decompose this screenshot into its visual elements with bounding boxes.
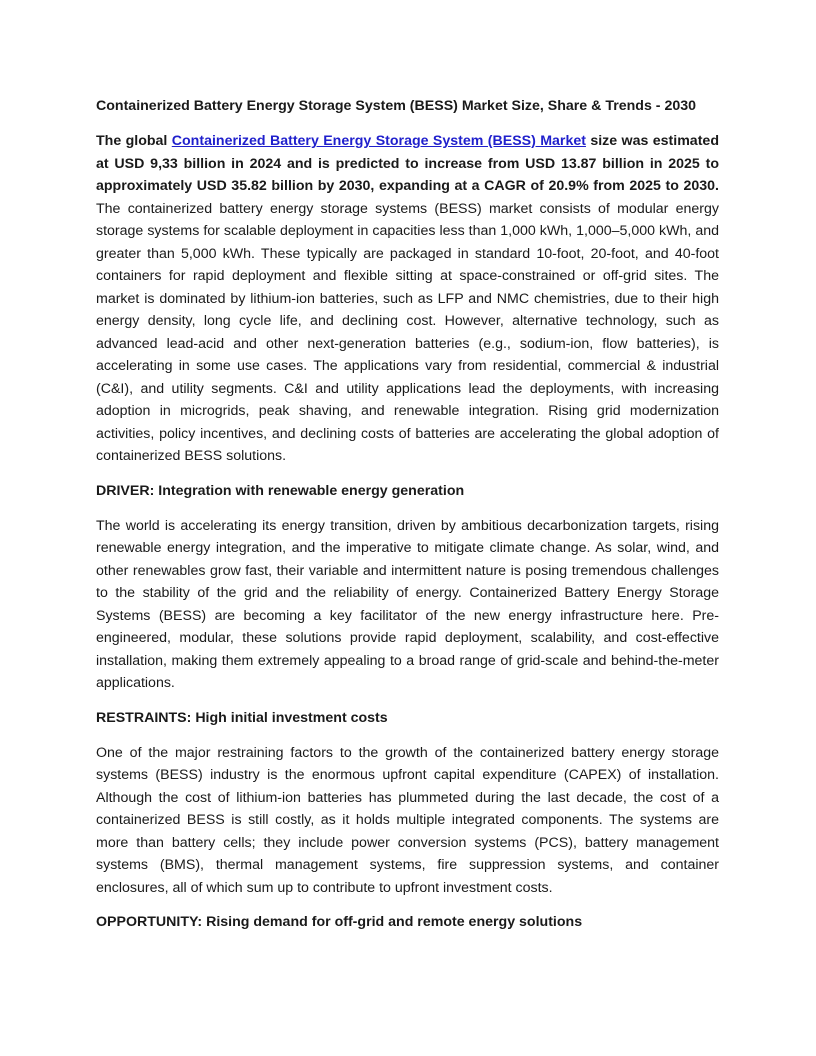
intro-key-figures: size was estimated at USD 9,33 billion in 2024 and is predicted to increase from USD 13.87 billion in 2025 to approximately USD 35.82 billion by 2030, expanding at a CAGR of 20.9% from 2025 to 2030. <box>96 133 719 194</box>
section-heading-opportunity: OPPORTUNITY: Rising demand for off-grid and remote energy solutions <box>96 914 583 930</box>
market-report-link[interactable]: Containerized Battery Energy Storage System (BESS) Market <box>171 133 586 149</box>
document-page <box>96 95 719 933</box>
section-heading-driver: DRIVER: Integration with renewable energy generation <box>96 482 465 499</box>
intro-paragraph <box>96 130 719 468</box>
section-body-driver: The world is accelerating its energy transition, driven by ambitious decarbonization targets, rising renewable energy integration, and the imperative to mitigate climate change. As solar, wind, and other renewables grow fast, their variable and intermittent nature is posing tremendous challenges to the stability of the grid and the reliability of energy. Containerized Battery Energy Storage Systems (BESS) are becoming a key facilitator of the new energy infrastructure here. Pre-engineered, modular, these solutions provide rapid deployment, scalability, and cost-effective installation, making them extremely appealing to a broad range of grid-scale and behind-the-meter applications. <box>96 517 719 691</box>
document-title: Containerized Battery Energy Storage System (BESS) Market Size, Share & Trends - 2030 <box>96 98 697 114</box>
section-body-restraints: One of the major restraining factors to the growth of the containerized battery energy storage systems (BESS) industry is the enormous upfront capital expenditure (CAPEX) of installation. Although the cost of lithium-ion batteries has plummeted during the last decade, the cost of a containerized BESS is still costly, as it holds multiple integrated components. The systems are more than battery cells; they include power conversion systems (PCS), battery management systems (BMS), thermal management systems, fire suppression systems, and container enclosures, all of which sum up to contribute to upfront investment costs. <box>96 744 719 896</box>
intro-body: The containerized battery energy storage systems (BESS) market consists of modular energy storage systems for scalable deployment in capacities less than 1,000 kWh, 1,000–5,000 kWh, and greater than 5,000 kWh. These typically are packaged in standard 10-foot, 20-foot, and 40-foot containers for rapid deployment and flexible sitting at space-constrained or off-grid sites. The market is dominated by lithium-ion batteries, such as LFP and NMC chemistries, due to their high energy density, long cycle life, and declining cost. However, alternative technology, such as advanced lead-acid and other next-generation batteries (e.g., sodium-ion, flow batteries), is accelerating in some use cases. The applications vary from residential, commercial & industrial (C&I), and utility segments. C&I and utility applications lead the deployments, with increasing adoption in microgrids, peak shaving, and renewable integration. Rising grid modernization activities, policy incentives, and declining costs of batteries are accelerating the global adoption of containerized BESS solutions. <box>96 200 719 464</box>
intro-lead: The global <box>96 133 172 149</box>
section-heading-restraints: RESTRAINTS: High initial investment costs <box>96 709 388 726</box>
